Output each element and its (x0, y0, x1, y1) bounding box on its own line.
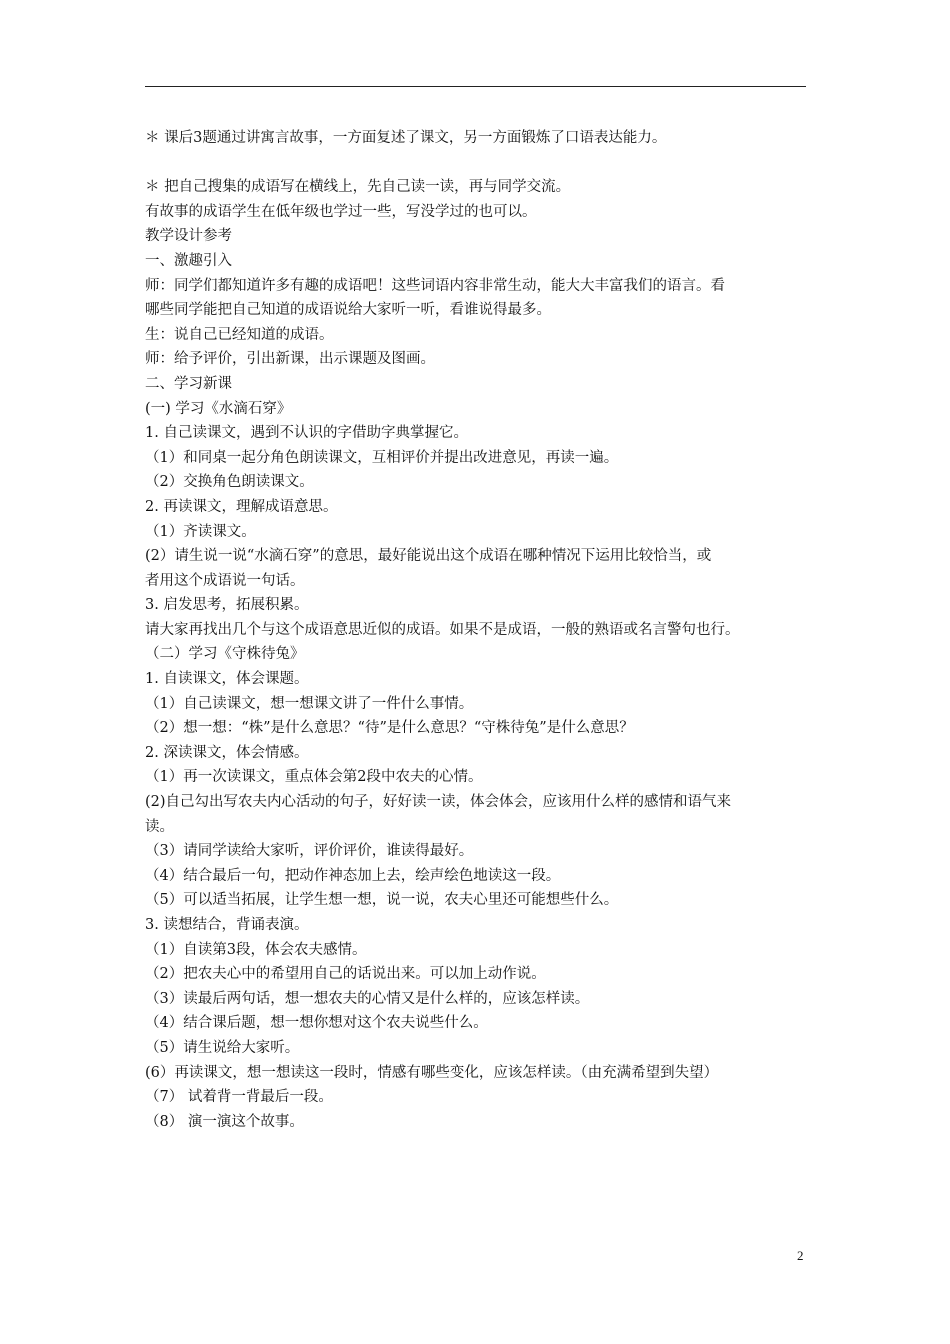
text-line: （1）自己读课文，想一想课文讲了一件什么事情。 (145, 695, 474, 712)
text-line: （3）请同学读给大家听，评价评价，谁读得最好。 (145, 843, 474, 860)
text-line: (2)自己勾出写农夫内心活动的句子，好好读一读，体会体会，应该用什么样的感情和语气来 (145, 794, 732, 811)
text-line: （4）结合课后题，想一想你想对这个农夫说些什么。 (145, 1015, 488, 1032)
text-line: 3. 启发思考，拓展积累。 (145, 597, 309, 614)
text-line: (6）再读课文，想一想读这一段时，情感有哪些变化，应该怎样读。（由充满希望到失望） (145, 1064, 719, 1081)
text-line: 请大家再找出几个与这个成语意思近似的成语。如果不是成语，一般的熟语或名言警句也行。 (145, 621, 740, 638)
document-body (145, 126, 815, 1134)
text-line: （7） 试着背一背最后一段。 (145, 1089, 333, 1106)
text-line: 1. 自己读课文，遇到不认识的字借助字典掌握它。 (145, 425, 468, 442)
text-line: 师：给予评价，引出新课，出示课题及图画。 (145, 351, 435, 368)
text-line: （1）再一次读课文，重点体会第2段中农夫的心情。 (145, 769, 483, 786)
text-line: （2）想一想：“株”是什么意思？“待”是什么意思？“守株待兔”是什么意思？ (145, 720, 634, 737)
page-number: 2 (797, 1248, 804, 1263)
text-line: 1. 自读课文，体会课题。 (145, 671, 309, 688)
header-rule (145, 86, 806, 87)
text-line: （3）读最后两句话，想一想农夫的心情又是什么样的，应该怎样读。 (145, 990, 590, 1007)
section-heading: 一、激趣引入 (145, 252, 232, 269)
text-line: （2）把农夫心中的希望用自己的话说出来。可以加上动作说。 (145, 966, 546, 983)
text-line: （5）可以适当拓展，让学生想一想，说一说，农夫心里还可能想些什么。 (145, 892, 619, 909)
text-line: 读。 (145, 818, 174, 835)
text-line: （4）结合最后一句，把动作神态加上去，绘声绘色地读这一段。 (145, 867, 561, 884)
text-line: 师：同学们都知道许多有趣的成语吧！这些词语内容非常生动，能大大丰富我们的语言。看 (145, 277, 725, 294)
text-line: (2）请生说一说“水滴石穿”的意思，最好能说出这个成语在哪种情况下运用比较恰当，或 (145, 548, 712, 565)
text-line: （2）交换角色朗读课文。 (145, 474, 314, 491)
subsection-heading: （二）学习《守株待兔》 (145, 646, 305, 663)
section-heading: 教学设计参考 (145, 228, 232, 245)
text-line: ＊ 把自己搜集的成语写在横线上，先自己读一读，再与同学交流。 (145, 179, 571, 196)
text-line: 者用这个成语说一句话。 (145, 572, 305, 589)
subsection-heading: (一) 学习《水滴石穿》 (145, 400, 292, 417)
text-line: （1）齐读课文。 (145, 523, 256, 540)
text-line: 生：说自己已经知道的成语。 (145, 326, 334, 343)
text-line: （1）和同桌一起分角色朗读课文，互相评价并提出改进意见，再读一遍。 (145, 449, 619, 466)
text-line: （1）自读第3段，体会农夫感情。 (145, 941, 367, 958)
text-line: （5）请生说给大家听。 (145, 1039, 300, 1056)
text-line: 2. 深读课文，体会情感。 (145, 744, 309, 761)
text-line: ＊ 课后3题通过讲寓言故事，一方面复述了课文，另一方面锻炼了口语表达能力。 (145, 130, 667, 146)
text-line: 有故事的成语学生在低年级也学过一些，写没学过的也可以。 (145, 203, 537, 220)
text-line: 哪些同学能把自己知道的成语说给大家听一听，看谁说得最多。 (145, 302, 551, 319)
section-heading: 二、学习新课 (145, 375, 232, 392)
text-line: 2. 再读课文，理解成语意思。 (145, 498, 338, 515)
text-line: （8） 演一演这个故事。 (145, 1113, 304, 1130)
text-line: 3. 读想结合，背诵表演。 (145, 917, 309, 933)
